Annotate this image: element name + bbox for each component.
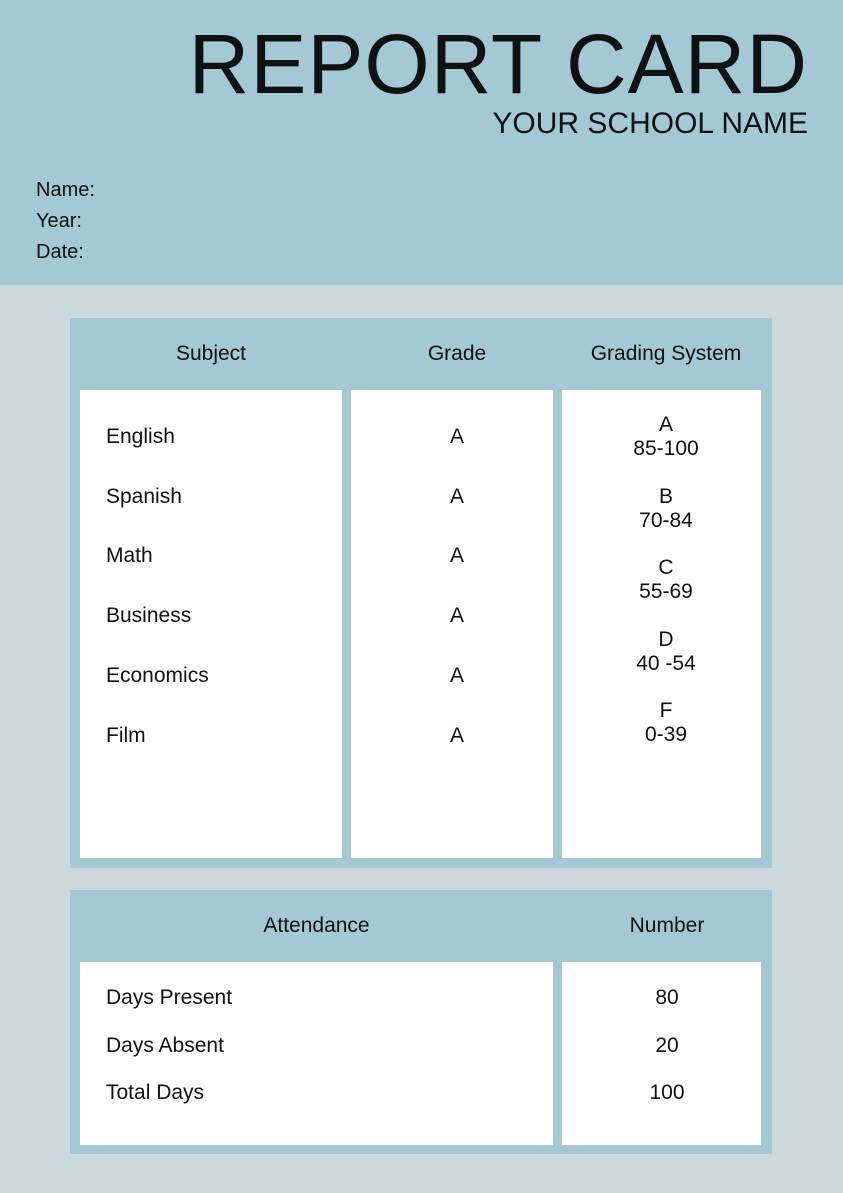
subject-grade: A bbox=[449, 425, 464, 448]
attendance-label: Days Present bbox=[106, 986, 233, 1009]
subject-grade: A bbox=[449, 723, 464, 747]
grade-range: 0-39 bbox=[644, 723, 688, 746]
grade-range: 55-69 bbox=[639, 580, 693, 603]
subject-name: Business bbox=[106, 604, 192, 628]
date-field-label: Date: bbox=[36, 241, 84, 263]
grade-letter: F bbox=[659, 699, 673, 722]
grade-letter: B bbox=[658, 484, 673, 508]
subject-name: Math bbox=[106, 544, 153, 568]
subject-grade: A bbox=[449, 663, 464, 687]
attendance-value: 20 bbox=[655, 1033, 679, 1057]
grade-letter: C bbox=[658, 556, 674, 579]
header-number: Number bbox=[629, 914, 705, 937]
header-grade: Grade bbox=[427, 342, 487, 365]
header-band bbox=[0, 0, 843, 285]
school-name: YOUR SCHOOL NAME bbox=[492, 107, 808, 140]
page-title: REPORT CARD bbox=[188, 17, 808, 111]
grade-range: 70-84 bbox=[639, 508, 693, 532]
attendance-label: Total Days bbox=[106, 1081, 205, 1104]
subject-name: Film bbox=[106, 723, 146, 747]
subject-name: Economics bbox=[106, 663, 209, 687]
attendance-value: 80 bbox=[655, 986, 679, 1009]
grade-letter: D bbox=[658, 627, 674, 651]
subject-name: Spanish bbox=[106, 484, 182, 508]
name-field-label: Name: bbox=[36, 179, 95, 201]
header-attendance: Attendance bbox=[263, 914, 370, 937]
header-grading-system: Grading System bbox=[590, 342, 742, 365]
grade-range: 40 -54 bbox=[636, 651, 696, 675]
attendance-label: Days Absent bbox=[106, 1033, 224, 1057]
subject-grade: A bbox=[449, 484, 464, 508]
grade-range: 85-100 bbox=[633, 437, 699, 460]
grade-letter: A bbox=[658, 413, 673, 436]
subject-name: English bbox=[106, 425, 175, 448]
subject-grade: A bbox=[449, 604, 464, 628]
year-field-label: Year: bbox=[36, 210, 82, 232]
header-subject: Subject bbox=[175, 342, 247, 365]
grading-system-column bbox=[562, 390, 761, 858]
attendance-value: 100 bbox=[649, 1081, 685, 1104]
subject-grade: A bbox=[449, 544, 464, 568]
